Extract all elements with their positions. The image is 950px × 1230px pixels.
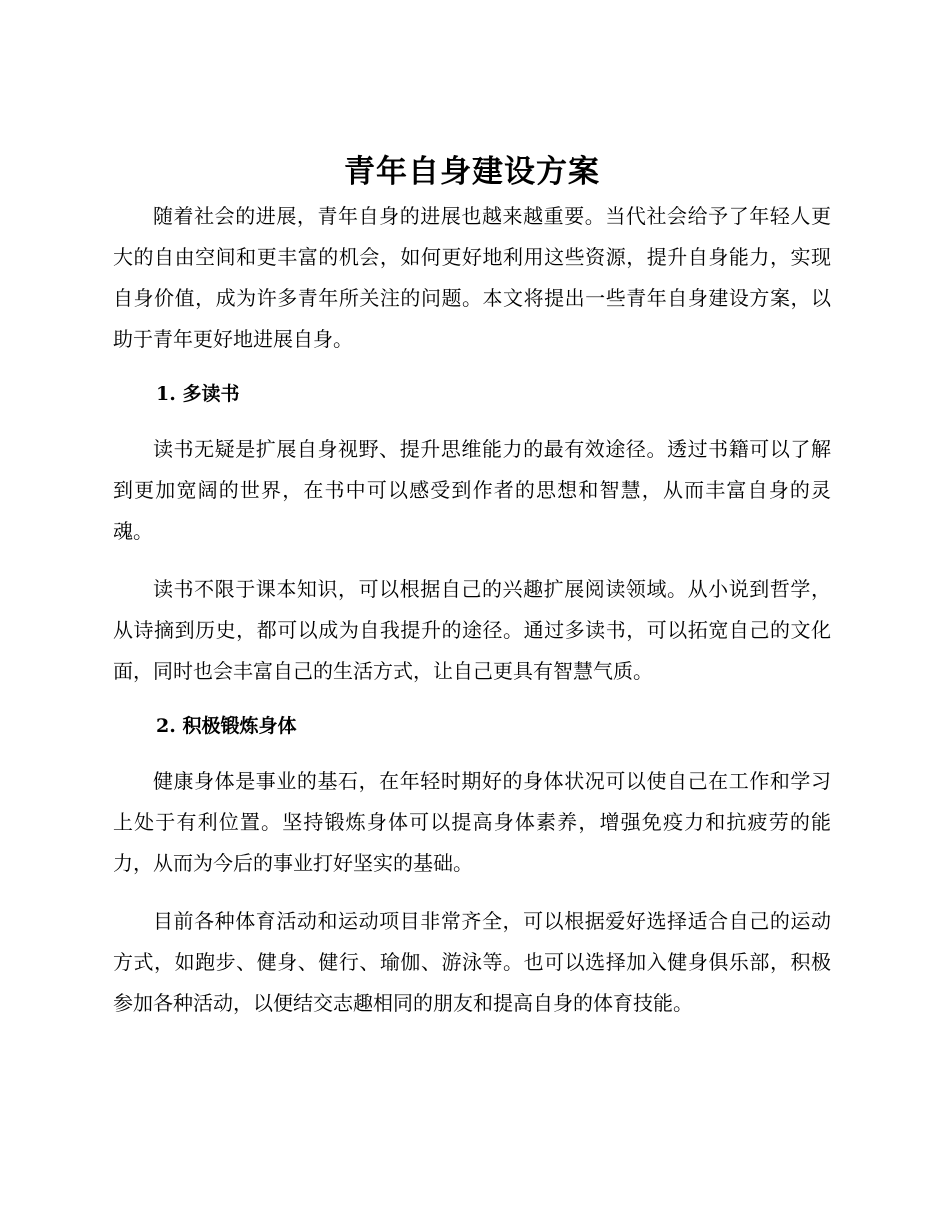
section-heading-reading: 1. 多读书 xyxy=(156,383,240,405)
document-title: 青年自身建设方案 xyxy=(344,154,600,190)
spacer xyxy=(113,747,831,761)
spacer xyxy=(113,884,831,901)
spacer xyxy=(113,692,831,706)
spacer xyxy=(113,552,831,569)
reading-paragraph-1: 读书无疑是扩展自身视野、提升思维能力的最有效途径。透过书籍可以了解到更加宽阔的世界，在书中可以感受到作者的思想和智慧，从而丰富自身的灵魂。 xyxy=(113,437,831,543)
spacer xyxy=(113,415,831,429)
exercise-paragraph-2: 目前各种体育活动和运动项目非常齐全，可以根据爱好选择适合自己的运动方式，如跑步、健身、健行、瑜伽、游泳等。也可以选择加入健身俱乐部，积极参加各种活动，以便结交志趣相同的朋友和提高自身的体育技能。 xyxy=(113,909,831,1015)
section-heading-exercise: 2. 积极锻炼身体 xyxy=(156,715,297,737)
reading-paragraph-2: 读书不限于课本知识，可以根据自己的兴趣扩展阅读领域。从小说到哲学，从诗摘到历史，都可以成为自我提升的途径。通过多读书，可以拓宽自己的文化面，同时也会丰富自己的生活方式，让自己更具有智慧气质。 xyxy=(113,577,831,683)
intro-paragraph: 随着社会的进展，青年自身的进展也越来越重要。当代社会给予了年轻人更大的自由空间和更丰富的机会，如何更好地利用这些资源，提升自身能力，实现自身价值，成为许多青年所关注的问题。本文将提出一些青年自身建设方案，以助于青年更好地进展自身。 xyxy=(113,204,831,351)
document-page xyxy=(113,148,831,1024)
spacer xyxy=(113,360,831,374)
exercise-paragraph-1: 健康身体是事业的基石，在年轻时期好的身体状况可以使自己在工作和学习上处于有利位置。坚持锻炼身体可以提高身体素养，增强免疫力和抗疲劳的能力，从而为今后的事业打好坚实的基础。 xyxy=(113,769,831,875)
